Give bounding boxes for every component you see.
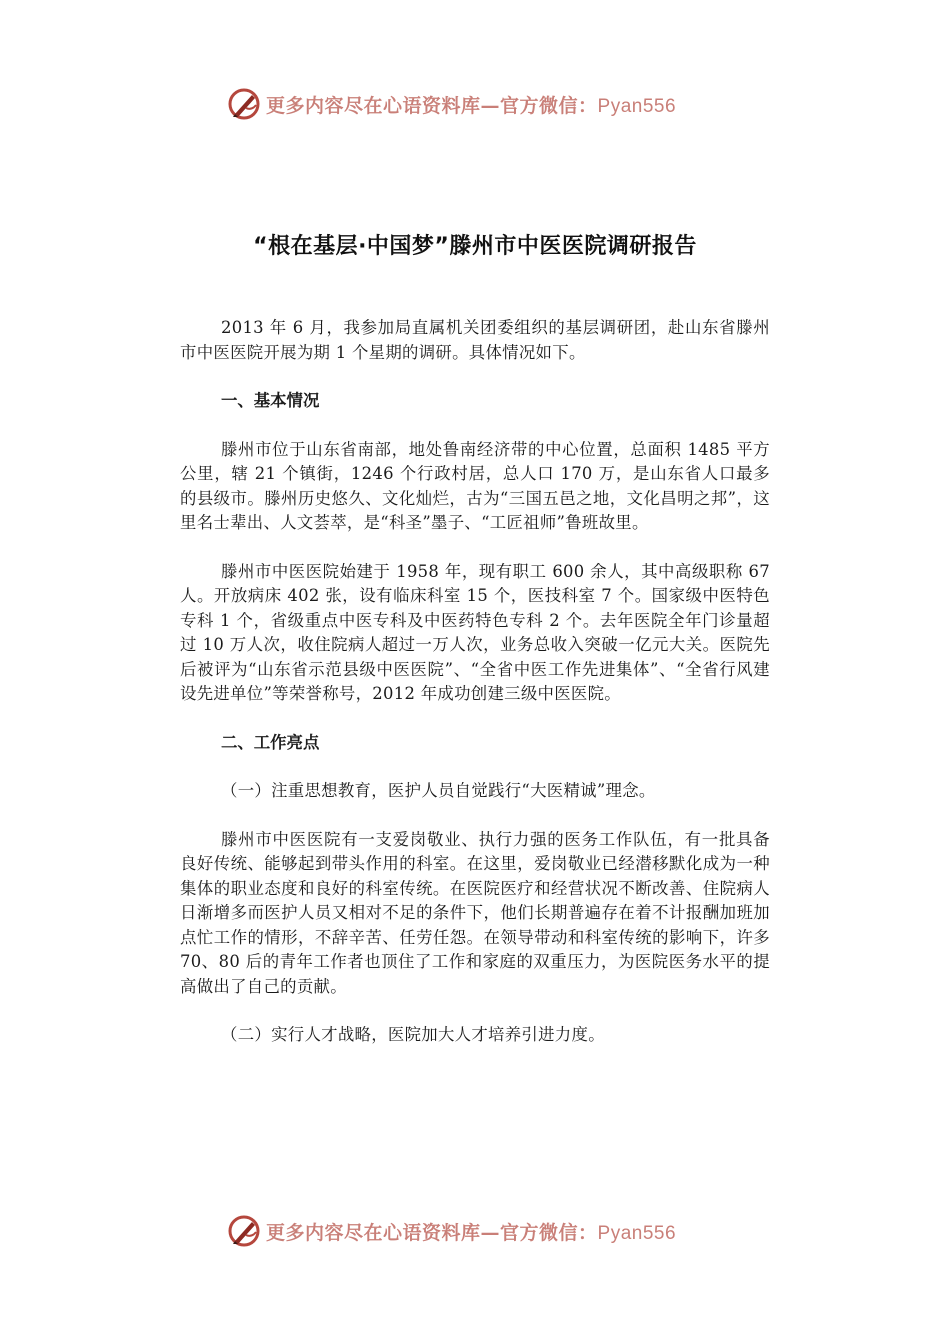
watermark-slogan: 更多内容尽在心语资料库—官方微信： <box>266 94 598 117</box>
subheading-education: （一）注重思想教育，医护人员自觉践行“大医精诚”理念。 <box>221 781 656 800</box>
watermark-header <box>226 84 746 124</box>
paragraph-city-overview: 滕州市位于山东省南部，地处鲁南经济带的中心位置，总面积 1485 平方公里，辖 21 个镇街，1246 个行政村居，总人口 170 万，是山东省人口最多的县级市。滕州历史悠久、文化灿烂，古为“三国五邑之地，文化昌明之邦”，这里名士辈出、人文荟萃，是“科圣”墨子、“工匠祖师”鲁班故里。 <box>180 439 770 532</box>
document-body <box>180 316 770 1072</box>
pen-logo-icon <box>226 1213 262 1249</box>
document-title: “根在基层·中国梦”滕州市中医医院调研报告 <box>253 234 697 259</box>
watermark-wechat-id: Pyan556 <box>597 1222 677 1244</box>
subheading-talent: （二）实行人才战略，医院加大人才培养引进力度。 <box>221 1025 605 1044</box>
paragraph-staff-team: 滕州市中医医院有一支爱岗敬业、执行力强的医务工作队伍，有一批具备良好传统、能够起到带头作用的科室。在这里，爱岗敬业已经潜移默化成为一种集体的职业态度和良好的科室传统。在医院医疗和经营状况不断改善、住院病人日渐增多而医护人员又相对不足的条件下，他们长期普遍存在着不计报酬加班加点忙工作的情形，不辞辛苦、任劳任怨。在领导带动和科室传统的影响下，许多 70、80 后的青年工作者也顶住了工作和家庭的双重压力，为医院医务水平的提高做出了自己的贡献。 <box>180 829 770 996</box>
watermark-text <box>266 1218 676 1245</box>
section-heading-highlights: 二、工作亮点 <box>221 732 320 752</box>
watermark-text <box>266 91 676 118</box>
watermark-footer <box>226 1211 746 1251</box>
section-heading-basic: 一、基本情况 <box>221 391 320 410</box>
paragraph-hospital-overview: 滕州市中医医院始建于 1958 年，现有职工 600 余人，其中高级职称 67 人。开放病床 402 张，设有临床科室 15 个，医技科室 7 个。国家级中医特色专科 1 个，省级重点中医专科及中医药特色专科 2 个。去年医院全年门诊量超过 10 万人次，收住院病人超过一万人次，业务总收入突破一亿元大关。医院先后被评为“山东省示范县级中医医院”、“全省中医工作先进集体”、“全省行风建设先进单位”等荣誉称号，2012 年成功创建三级中医医院。 <box>180 561 770 703</box>
intro-paragraph: 2013 年 6 月，我参加局直属机关团委组织的基层调研团，赴山东省滕州市中医医院开展为期 1 个星期的调研。具体情况如下。 <box>180 318 770 362</box>
watermark-slogan: 更多内容尽在心语资料库—官方微信： <box>266 1221 598 1244</box>
pen-logo-icon <box>226 86 262 122</box>
watermark-wechat-id: Pyan556 <box>597 95 677 117</box>
